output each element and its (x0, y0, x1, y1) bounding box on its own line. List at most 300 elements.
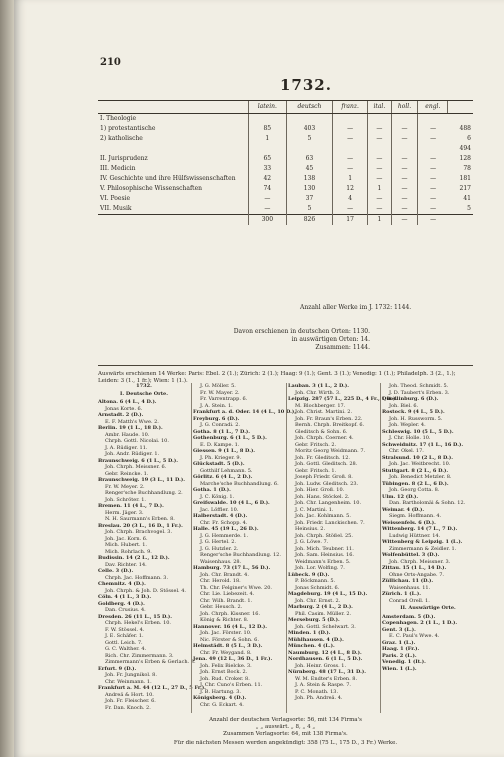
publisher-entry: J. G. Hutzler. 2. (200, 545, 239, 552)
table-cell (286, 114, 333, 125)
publisher-entry: J. Ph. Krieger. 9. (200, 454, 242, 461)
table-cell: — (418, 204, 448, 215)
place-entry: Jena. 49 (12 L., 36 D., 1 Fr.). (193, 656, 273, 662)
total-cell: 300 (249, 215, 287, 226)
category-label: I. Theologie (100, 115, 137, 122)
table-row (98, 134, 473, 144)
publisher-entry: J. E. Schäfer. 1. (105, 633, 144, 639)
publisher-entry: J. A. Stein. 1. (200, 402, 233, 409)
total-row (98, 215, 473, 226)
place-entry: Braunschweig. 19 (3 L., 11 D.). (98, 477, 185, 483)
table-cell: — (418, 194, 448, 204)
publisher-entry: Dan. Bartholomäi & Sohn. 12. (389, 500, 466, 506)
printed-total: Zusammen: 1144. (315, 344, 370, 351)
total-cell (448, 215, 473, 226)
publisher-entry: P. Böckmann. 5. (295, 578, 336, 584)
table-row (98, 164, 473, 174)
publisher-entry: Joh. Christ. Martini. 2. (295, 409, 353, 415)
statistics-body (98, 114, 473, 226)
category-label (98, 144, 249, 154)
publisher-entry: Joseph Friedr. Groß. 8. (295, 474, 353, 480)
publisher-entry: E. C. Paul's Wwe. 4. (389, 633, 440, 639)
table-row (98, 124, 473, 134)
publisher-entry: Joh. Chrph. Kissner. 16. (200, 610, 261, 617)
publisher-entry: Chr. Fr. Schopp. 4. (200, 519, 248, 526)
place-entry: Gotha. 1 (D.). (193, 487, 231, 493)
table-cell: 1 (249, 134, 287, 144)
total-cell: — (418, 215, 448, 226)
printed-german: Davon erschienen in deutschen Orten: 1130. (233, 328, 370, 335)
column-header: deutsch (286, 101, 333, 114)
publisher-entry: Joh. Hans. Stöckel. 2. (295, 493, 350, 500)
statistics-header-row (98, 101, 473, 114)
place-entry: Quedlinburg. 6 (D.). (382, 396, 439, 402)
table-cell (448, 114, 473, 125)
publisher-column-3 (288, 383, 398, 713)
place-entry: Weissenfels. 6 (D.). (382, 519, 436, 526)
table-cell: — (367, 124, 391, 134)
column-header (98, 101, 249, 114)
publisher-entry: Joh. Chr. Langenheim. 10. (295, 500, 362, 506)
place-entry: Amsterdam. 5 (D.). (382, 613, 436, 620)
place-entry: Freyburg. 6 (D.). (193, 415, 240, 422)
publisher-entry: Andreä & Hort. 10. (105, 691, 154, 698)
place-entry: Zittau. 15 (1 L., 14 D.). (382, 565, 447, 571)
column-header: franz. (333, 101, 368, 114)
table-cell: — (367, 194, 391, 204)
publisher-entry: Ambr. Haude. 10. (105, 431, 150, 438)
publisher-entry: Siegm. Hoffmann. 4. (389, 513, 442, 519)
publisher-entry: Joh. Chrph. Coerner. 4. (295, 435, 354, 441)
place-entry: Wolfenbüttel. 3 (D.). (382, 552, 440, 558)
table-cell (418, 144, 448, 154)
table-cell: 45 (286, 164, 333, 174)
publisher-entry: J. D. Taubert's Erben. 3. (389, 389, 450, 396)
total-cell: 17 (333, 215, 368, 226)
publisher-entry: Gebr. Heusch. 2. (200, 604, 243, 610)
place-entry: Hannover. 16 (4 L., 12 D.). (193, 623, 268, 630)
place-entry: Venedig. 1 (It.). (382, 659, 426, 665)
table-cell (286, 144, 333, 154)
place-entry: Wittenberg. 14 (7 L., 7 D.). (382, 526, 458, 532)
place-entry: Glückstadt. 5 (D.). (193, 461, 245, 467)
place-entry: Copenhagen. 2 (1 L., 1 D.). (382, 620, 458, 626)
table-cell: — (391, 124, 418, 134)
column-divider (380, 383, 381, 713)
publisher-entry: Joh. Hier. Groß. 10. (295, 487, 345, 493)
publisher-entry: Joh. Georg Cotta. 8. (389, 487, 440, 493)
publisher-entry: Joh. Schröter. 1. (105, 496, 147, 503)
place-entry: Gothenburg. 6 (1 L., 5 D.). (193, 435, 267, 441)
publisher-entry: M. Blochberger. 17. (295, 402, 346, 409)
publisher-entry: Joh. Biel. 6. (389, 402, 419, 409)
publisher-entry: Dav. Richter. 14. (105, 561, 147, 568)
category-label: V. Philosophische Wissenschaften (100, 185, 203, 192)
total-cell: — (391, 215, 418, 226)
table-cell: 6 (467, 135, 471, 142)
place-entry: Arnstadt. 2 (D.). (98, 412, 144, 418)
publisher-entry: Gottl. Leich. 7. (105, 639, 143, 646)
publisher-entry: Renger'sche Buchhandlung. 2. (105, 490, 183, 496)
place-entry: Rostock. 9 (4 L., 5 D.). (382, 409, 445, 415)
publisher-entry: Heinsius. 2. (295, 526, 326, 532)
publisher-entry: E. D. Kampe. 1. (200, 441, 240, 448)
column-divider (191, 383, 192, 713)
place-entry: Mühlhausen. 4 (D.). (288, 636, 344, 643)
place-entry: Züllichau. 11 (D.). (382, 578, 434, 584)
place-entry: Weimar. 4 (D.). (382, 506, 425, 513)
publisher-entry: Joh. Chr. Brandt. 4. (200, 571, 249, 578)
publisher-entry: J. G. Conradi. 2. (200, 422, 240, 428)
publisher-entry: Chrph. Hekel's Erben. 10. (105, 620, 172, 626)
publisher-entry: Joh. Chrph. Meissner. 6. (105, 464, 167, 470)
table-cell: — (418, 164, 448, 174)
category-label: III. Medicin (100, 165, 136, 172)
total-works-note: Anzahl aller Werke im J. 1732: 1144. (300, 304, 412, 311)
publisher-entry: Joh. Ernst Bock. 2. (200, 669, 248, 675)
column-header: holl. (391, 101, 418, 114)
publisher-entry: Joh. Andr. Rüdiger. 1. (105, 451, 160, 457)
publisher-entry: Joh. Jac. Korn. 6. (105, 535, 148, 542)
table-cell: 5 (286, 204, 333, 215)
announcement-note: Für die nächsten Messen werden angekündigt: 358 (75 L., 175 D., 3 Fr.) Werke. (173, 740, 398, 746)
table-cell (418, 114, 448, 125)
table-cell: — (418, 174, 448, 184)
table-cell (333, 114, 368, 125)
place-entry: Dresden. 26 (11 L., 15 D.). (98, 613, 172, 620)
place-entry: Lauban. 3 (1 L., 2 D.). (288, 383, 350, 389)
place-entry: Wien. 1 (L.). (382, 665, 417, 672)
table-cell: — (391, 204, 418, 215)
publisher-entry: Joh. Chrph. Stößel. 25. (295, 532, 353, 539)
publisher-entry: J. A. Rüdiger. 11. (105, 444, 148, 451)
publisher-entry: Joh. Ph. Andreä. 4. (295, 695, 343, 701)
place-entry: Leipzig. 287 (57 L., 225 D., 4 Fr., 1 It.). (288, 396, 398, 402)
table-row (98, 144, 473, 154)
publisher-entry: Jac. Löffler. 10. (200, 506, 239, 513)
publisher-entry: König & Richter. 8. (200, 617, 249, 623)
table-row (98, 204, 473, 215)
table-cell (367, 114, 391, 125)
total-cell: 1 (367, 215, 391, 226)
publisher-entry: Joh. Fr. Gleditsch. 12. (295, 454, 350, 461)
place-entry: Altona. 6 (4 L., 4 D.). (98, 399, 157, 405)
table-cell: 128 (459, 155, 471, 162)
publisher-entry: Joh. Heinr. Gross. 1. (295, 662, 347, 669)
table-cell: 217 (459, 185, 471, 192)
publisher-entry: Chr. Okel. 17. (389, 448, 424, 454)
publisher-entry: N. H. Saurmann's Erben. 8. (105, 516, 175, 522)
publisher-entry: Joh. Theod. Schmidt. 5. (389, 383, 449, 389)
publisher-entry: E. F. Matth's Wwe. 2. (105, 418, 159, 425)
divider-rule (98, 365, 473, 366)
place-entry: Cöln. 4 (1 L., 3 D.). (98, 594, 152, 600)
book-gutter (0, 0, 14, 757)
publisher-entry: Chr. Weinmann. 1. (105, 678, 152, 685)
publisher-entry: Joh. Mich. Teubner. 11. (295, 545, 354, 552)
place-entry: Celle. 3 (D.). (98, 568, 134, 574)
table-row (98, 154, 473, 164)
table-cell: 63 (286, 154, 333, 164)
publisher-entry: Joh. Wepler. 4. (389, 422, 426, 428)
publisher-entry: Marche'sche Buchhandlung. 6. (200, 480, 279, 487)
table-row (98, 174, 473, 184)
publisher-entry: Gotthilf Lehmann. 5. (200, 467, 253, 474)
publisher-entry: Ludwig Hüttner. 14. (389, 532, 441, 539)
place-entry: Braunschweig. 6 (1 L., 5 D.). (98, 457, 178, 464)
place-entry: Wittenberg & Leipzig. 1 (L.). (382, 539, 463, 545)
publisher-entry: Chrph. Jac. Hoffmann. 3. (105, 574, 169, 581)
column-header: engl. (418, 101, 448, 114)
table-cell (333, 144, 368, 154)
table-cell: 5 (286, 134, 333, 144)
publisher-entry: Joh. Fr. Fleischer. 6. (105, 698, 156, 704)
publisher-entry: Ohne Orts-Angabe. 7. (389, 571, 444, 578)
place-entry: Merseburg. 5 (D.). (288, 617, 340, 623)
table-cell: — (333, 164, 368, 174)
category-label: VII. Musik (100, 205, 132, 212)
publisher-column-2 (193, 383, 297, 713)
place-entry: Bremen. 11 (4 L., 7 D.). (98, 503, 164, 509)
table-cell: 1 (333, 174, 368, 184)
table-cell: 42 (249, 174, 287, 184)
publisher-column-1 (98, 383, 206, 713)
place-entry: Halle. 45 (19 L., 26 D.). (193, 526, 259, 532)
table-cell: — (367, 204, 391, 215)
table-cell: — (367, 174, 391, 184)
publisher-entry: F. W. Stössel. 4. (105, 626, 145, 633)
publisher-entry: J. C. Martini. 1. (295, 506, 334, 513)
category-label: VI. Poesie (100, 195, 131, 202)
table-cell: — (391, 134, 418, 144)
publisher-entry: Joh. Fr. Jungnikol. 8. (105, 672, 157, 678)
publisher-entry: Rich. Chr. Zimmermann. 3. (105, 652, 174, 659)
publisher-entry: Herm. Jäger. 3. (105, 509, 144, 516)
publisher-entry: Chrph. Gottl. Nicolai. 10. (105, 438, 169, 444)
place-entry: Gotha. 8 (1 L., 7 D.). (193, 428, 251, 435)
publisher-entry: Joh. Chrph. Brachvogel. 3. (105, 529, 173, 535)
publisher-entry: Gebr. Fritsch. 2. (295, 441, 337, 448)
table-cell: 138 (286, 174, 333, 184)
foreign-locations: „ „ auswärt. „ 8, „ 4 „ (255, 724, 316, 730)
publisher-entry: Zimmermann's Erben & Gerlach. 3. (105, 659, 196, 665)
place-entry: Chemnitz. 4 (D.). (98, 581, 146, 587)
place-entry: Hamburg. 73 (17 L., 56 D.). (193, 565, 271, 571)
place-entry: Magdeburg. 19 (4 L., 15 D.). (288, 591, 368, 597)
foreign-summary: Auswärts erschienen 14 Werke: Paris: Ebel. 2 (1.); Zürich: 2 (1.); Haag: 9 (1.); Gent. 3 (1.); Venedig: 1 (1.); Philadelph. 3 (2., 1.); Leiden: 3 (1., 1 fr.); Wien: 1 (1.). (98, 371, 456, 384)
category-label: 2) katholische (100, 135, 143, 142)
place-entry: Minden. 1 (D.). (288, 630, 331, 636)
table-cell (367, 144, 391, 154)
place-entry: Zürich. 1 (L.). (382, 591, 421, 597)
place-entry: Paris. 2 (L.). (382, 652, 417, 659)
publisher-entry: J. A. Stein & Raspe. 7. (295, 682, 351, 688)
column-divider (286, 383, 287, 713)
publisher-entry: Gleditsch & Sohn. 6. (295, 428, 348, 435)
place-entry: Marburg. 2 (4 L., 2 D.). (288, 604, 353, 610)
publisher-entry: Phil. Casim. Müller. 2. (295, 610, 352, 617)
table-cell: — (391, 164, 418, 174)
table-cell: 403 (286, 124, 333, 134)
publisher-entry: J. G. Möller. 5. (200, 383, 236, 389)
publisher-entry: Joh. Gottl. Gleditsch. 28. (295, 461, 358, 467)
table-cell: 37 (286, 194, 333, 204)
publisher-entry: Chr. Fr. Weygand. 8. (200, 649, 252, 656)
publisher-entry: Joh. Sam. Heinsius. 16. (295, 552, 354, 558)
publisher-entry: J. G. Hertel. 2. (200, 539, 237, 545)
publisher-entry: Fr. Dan. Knoch. 2. (105, 704, 151, 711)
publisher-entry: Chr. Herold. 18. (200, 578, 241, 584)
table-cell: — (418, 154, 448, 164)
publisher-entry: J. G. Löwe. 7. (295, 539, 329, 545)
year-heading: 1732. (280, 76, 332, 94)
publisher-entry: Joh. Felix Bielcke. 3. (200, 662, 252, 669)
table-cell: — (391, 174, 418, 184)
column-header: ital. (367, 101, 391, 114)
statistics-table (98, 100, 473, 225)
table-cell: 12 (333, 184, 368, 194)
publisher-entry: Joh. Friedr. Lanckischen. 7. (295, 519, 365, 526)
total-cell: 826 (286, 215, 333, 226)
publisher-entry: Fr. Varrentrapp. 6. (200, 396, 248, 402)
printed-summary (205, 328, 370, 352)
table-cell: 494 (459, 145, 471, 152)
table-row (98, 194, 473, 204)
place-entry: Lübeck. 9 (D.). (288, 571, 330, 578)
publisher-entry: Joh. Chr. Ernst. 2. (295, 597, 341, 604)
category-label: 1) protestantische (100, 125, 156, 132)
place-entry: Haag. 1 (Fr.). (382, 646, 420, 652)
publisher-entry: J. G. Hemmerde. 1. (200, 532, 249, 539)
publisher-entry: J. C. König. 1. (200, 493, 235, 500)
table-cell: 1 (367, 184, 391, 194)
table-cell: 130 (286, 184, 333, 194)
publisher-entry: Conrad Orell. 1. (389, 597, 430, 604)
publisher-entry: Mich. Rohrlach. 9. (105, 548, 152, 555)
table-cell: — (391, 154, 418, 164)
publisher-entry: Fr. W. Meyer. 2. (105, 483, 145, 490)
table-cell: — (333, 204, 368, 215)
page-number: 210 (100, 57, 121, 68)
table-cell: 33 (249, 164, 287, 174)
locations-summary (98, 717, 473, 738)
publisher-entry: Joh. Lor. Wolfing. 7. (295, 565, 345, 571)
table-cell: — (333, 154, 368, 164)
place-entry: Helmstädt. 8 (5 L., 3 D.). (193, 643, 263, 649)
table-cell (249, 144, 287, 154)
table-cell: 41 (463, 195, 471, 202)
place-entry: Giessen. 9 (1 L., 8 D.). (193, 448, 256, 454)
publisher-entry: J. Chr. Holle. 10. (389, 435, 431, 441)
publisher-entry: Joh. Chr. Wirth. 3. (295, 389, 341, 396)
publisher-entry: Zimmermann & Zeidler. 1. (389, 545, 457, 552)
place-entry: Greifswalde. 10 (4 L., 6 D.). (193, 500, 270, 506)
place-entry: Görlitz. 6 (4 L., 2 D.). (193, 474, 253, 480)
category-label: II. Jurisprudenz (100, 155, 148, 162)
publisher-entry: Bernh. Chrph. Breitkopf. 6. (295, 422, 365, 428)
publisher-entry: Chr. G. Eckart. 4. (200, 701, 244, 708)
publisher-column-4 (382, 383, 474, 713)
publisher-entry: Moritz Georg Weidmann. 7. (295, 448, 366, 454)
place-entry: Schweidnitz. 17 (1 L., 16 D.). (382, 441, 464, 448)
publisher-entry: P. C. Monath. 13. (295, 688, 339, 695)
place-entry: Stuttgart. 8 (2 L., 6 D.). (382, 467, 449, 474)
table-cell: 74 (249, 184, 287, 194)
publisher-entry: Chr. Lie. Liebezeit. 4. (200, 591, 255, 597)
table-cell: 78 (463, 165, 471, 172)
publisher-entry: Joh. Chrph. & Joh. D. Stössel. 4. (105, 587, 186, 594)
table-cell: — (391, 184, 418, 194)
table-cell: — (367, 154, 391, 164)
table-cell: — (367, 134, 391, 144)
place-entry: München. 4 (L.). (288, 643, 335, 649)
table-row (98, 114, 473, 125)
table-cell: — (367, 164, 391, 174)
publisher-entry: Gebr. Reincke. 1. (105, 470, 149, 477)
table-cell: 5 (467, 205, 471, 212)
printed-foreign: in auswärtigen Orten: 14. (291, 336, 370, 343)
table-row (98, 184, 473, 194)
table-cell: — (391, 194, 418, 204)
publisher-entry: Waisenhaus. 11. (389, 584, 431, 591)
publisher-entry: Renger'sche Buchhandlung. 12. (200, 552, 281, 558)
publisher-entry: Joh. Jac. Weitbrecht. 10. (389, 461, 451, 467)
publisher-entry: Joh. Gottl. Schelwart. 3. (295, 623, 356, 630)
publisher-entry: Joh. Jac. Förster. 10. (200, 630, 252, 636)
place-entry: Gent. 3 (L.). (382, 626, 416, 633)
publisher-entry: Gebr. Fritsch. 1. (295, 467, 337, 474)
place-entry: Naumburg. 12 (4 L., 8 D.). (288, 649, 362, 656)
place-entry: Ulm. 12 (D.). (382, 493, 419, 500)
table-cell: 65 (249, 154, 287, 164)
place-entry: Breslau. 20 (3 L., 16 D., 1 Fr.). (98, 522, 183, 529)
total-locations: Zusammen Verlagsorte: 64, mit 138 Firma's. (223, 731, 348, 737)
table-cell: 85 (249, 124, 287, 134)
place-entry: Frankfurt a. M. 44 (12 L., 27 D., 5 Fr.). (98, 685, 206, 691)
publisher-entry: J. Chr. Cuno's Erben. 11. (200, 682, 263, 688)
table-cell: — (333, 134, 368, 144)
publisher-entry: Chr. Wilh. Brandt. 1. (200, 597, 253, 604)
table-cell: — (249, 204, 287, 215)
publisher-entry: Joh. H. Russworm. 5. (389, 415, 443, 422)
publisher-entry: Nic. Förster & Sohn. 6. (200, 636, 259, 643)
publisher-entry: W. M. Endter's Erben. 8. (295, 675, 358, 682)
place-entry: Nürnberg. 48 (17 L., 31 D.). (288, 669, 366, 675)
publisher-entry: Fr. W. Mayer. 2. (200, 389, 240, 396)
place-entry: Schleswig. 10 (5 L., 5 D.). (382, 428, 454, 435)
table-cell (249, 114, 287, 125)
publisher-entry: G. C. Walther. 4. (105, 646, 147, 652)
publisher-entry: Joh. Ludw. Gleditsch. 23. (295, 480, 359, 487)
column-year: 1732. (136, 383, 152, 389)
publisher-entry: Joh. Chrph. Meissner. 3. (389, 558, 451, 565)
publisher-entry: Waisenhaus. 28. (200, 558, 242, 565)
table-cell (391, 144, 418, 154)
column-header (448, 101, 473, 114)
table-cell: 181 (459, 175, 471, 182)
publisher-entry: Weidmann's Erben. 5. (295, 558, 351, 565)
place-entry: Frankfurt a. d. Oder. 14 (4 L., 10 D.). (193, 409, 297, 415)
publisher-entry: Joh. Fr. Braun's Erben. 22. (295, 415, 363, 422)
place-entry: Graz. 1 (L.). (382, 639, 416, 646)
table-cell: — (249, 194, 287, 204)
table-cell: — (418, 184, 448, 194)
place-entry: Erfurt. 9 (D.). (98, 665, 137, 672)
table-cell: 488 (459, 125, 471, 132)
place-entry: Goldberg. 4 (D.). (98, 600, 145, 607)
publisher-entry: Th. Chr. Felginer's Wwe. 20. (200, 584, 272, 591)
publisher-entry: Jonas Korte. 6. (105, 405, 143, 412)
